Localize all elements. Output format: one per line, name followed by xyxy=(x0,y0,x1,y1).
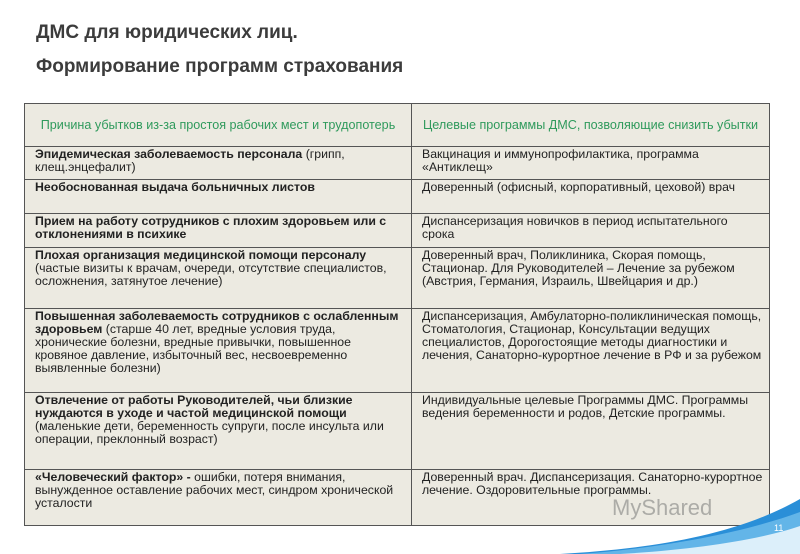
cause-cell xyxy=(25,470,412,526)
cause-title: «Человеческий фактор» - xyxy=(35,470,191,484)
table-row xyxy=(25,147,770,180)
table-row xyxy=(25,393,770,470)
table-row xyxy=(25,309,770,393)
header-programs: Целевые программы ДМС, позволяющие снизить убытки xyxy=(412,104,770,147)
cause-cell xyxy=(25,180,412,214)
cause-title: Отвлечение от работы Руководителей, чьи близкие нуждаются в уходе и частой медицинской помощи xyxy=(35,393,353,420)
program-cell: Доверенный врач, Поликлиника, Скорая помощь, Стационар. Для Руководителей – Лечение за рубежом (Австрия, Германия, Израиль, Швейцария и др.) xyxy=(412,248,770,309)
cause-detail: ошибки, потеря внимания, вынужденное оставление рабочих мест, синдром хронической усталости xyxy=(35,470,394,510)
cause-title: Необоснованная выдача больничных листов xyxy=(35,180,315,194)
table-row xyxy=(25,248,770,309)
cause-cell xyxy=(25,248,412,309)
program-cell: Диспансеризация, Амбулаторно-поликлиническая помощь, Стоматология, Стационар, Консультации ведущих специалистов, Дорогостоящие методы диагностики и лечения, Санаторно-курортное лечение в РФ и за рубежом xyxy=(412,309,770,393)
cause-title: Прием на работу сотрудников с плохим здоровьем или с отклонениями в психике xyxy=(35,214,387,241)
dms-table xyxy=(24,103,770,526)
watermark: MyShared xyxy=(612,495,713,520)
program-cell: Вакцинация и иммунопрофилактика, программа «Антиклещ» xyxy=(412,147,770,180)
header-causes: Причина убытков из-за простоя рабочих мест и трудопотерь xyxy=(25,104,412,147)
table-row xyxy=(25,180,770,214)
slide-subtitle: Формирование программ страхования xyxy=(36,56,404,77)
cause-detail: (грипп, клещ.энцефалит) xyxy=(35,147,345,174)
cause-cell xyxy=(25,309,412,393)
cause-cell xyxy=(25,214,412,248)
cause-cell xyxy=(25,393,412,470)
cause-cell xyxy=(25,147,412,180)
cause-detail: (старше 40 лет, вредные условия труда, хронические болезни, вредные привычки, повышенное кровяное давление, избыточный вес, несвоевременно выявленные болезни) xyxy=(35,322,351,375)
decorative-swoosh xyxy=(560,494,800,554)
slide-title: ДМС для юридических лиц. xyxy=(36,22,298,43)
table-row xyxy=(25,214,770,248)
page-number: 11 xyxy=(774,523,784,533)
cause-detail: (частые визиты к врачам, очереди, отсутствие специалистов, осложнения, затянутое лечение) xyxy=(35,261,387,288)
cause-title: Повышенная заболеваемость сотрудников с ослабленным здоровьем xyxy=(35,309,399,336)
program-cell: Доверенный (офисный, корпоративный, цеховой) врач xyxy=(412,180,770,214)
program-cell: Доверенный врач. Диспансеризация. Санаторно-курортное лечение. Оздоровительные программы. xyxy=(412,470,770,526)
program-cell: Диспансеризация новичков в период испытательного срока xyxy=(412,214,770,248)
program-cell: Индивидуальные целевые Программы ДМС. Программы ведения беременности и родов, Детские программы. xyxy=(412,393,770,470)
cause-title: Эпидемическая заболеваемость персонала xyxy=(35,147,303,161)
cause-title: Плохая организация медицинской помощи персоналу xyxy=(35,248,367,262)
cause-detail: (маленькие дети, беременность супруги, после инсульта или операции, преклонный возраст) xyxy=(35,419,384,446)
